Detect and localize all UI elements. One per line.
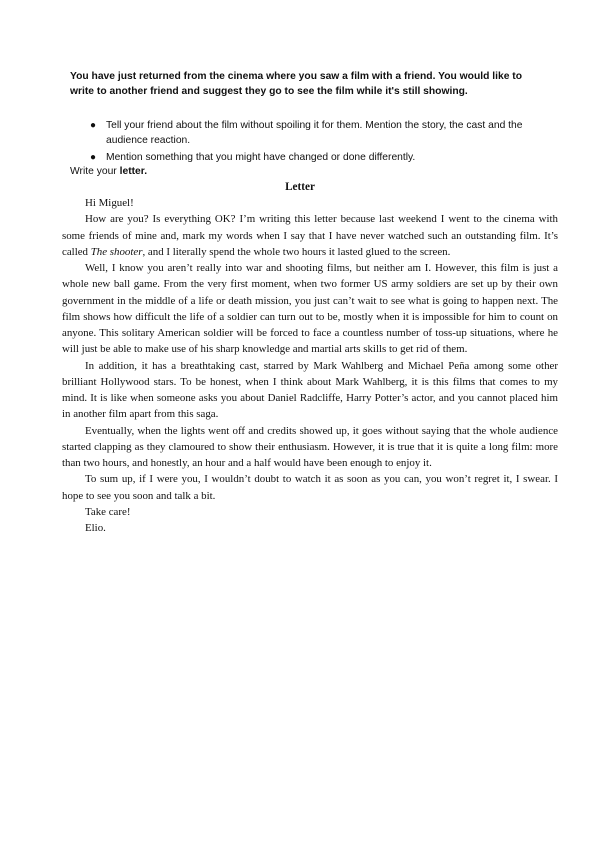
paragraph-text: , and I literally spend the whole two hours it lasted glued to the screen. [142, 245, 451, 258]
task-instruction-prefix: Write your [70, 166, 117, 177]
task-bullet-list [90, 118, 540, 167]
bullet-icon: ● [90, 152, 97, 163]
task-bullet-text: Tell your friend about the film without spoiling it for them. Mention the story, the cast and the audience reaction. [106, 120, 523, 146]
letter-body [62, 195, 558, 536]
task-instruction [70, 164, 147, 179]
task-bullet-text: Mention something that you might have changed or done differently. [106, 152, 416, 163]
letter-paragraph: In addition, it has a breathtaking cast, starred by Mark Wahlberg and Michael Peña among some other brilliant Hollywood stars. To be honest, when I think about Mark Wahlberg, it is this films that comes to my mind. It is like when someone asks you about Daniel Radcliffe, Harry Potter’s actor, and you cannot placed him in another film apart from this saga. [62, 359, 558, 421]
letter-salutation: Hi Miguel! [85, 197, 134, 209]
letter-paragraph: To sum up, if I were you, I wouldn’t doubt to watch it as soon as you can, you won’t regret it, I swear. I hope to see you soon and talk a bit. [62, 473, 558, 502]
letter-signature: Elio. [85, 522, 106, 534]
letter-paragraph: Well, I know you aren’t really into war and shooting films, but neither am I. However, this film is just a whole new ball game. From the very first moment, when two former US army soldiers are set up by their own government in the middle of a life or death mission, you just can’t wait to see what is going to happen next. The film shows how difficult the life of a soldier can turn out to be, mostly when it is impossible for him to count on anyone. This solitary American soldier will be forced to face a countless number of toss-up situations, where he will just be able to make use of his sharp knowledge and martial arts skills to get rid of them. [62, 262, 558, 356]
task-bullet [90, 150, 540, 165]
film-title: The shooter [90, 245, 143, 258]
paragraph-text: How are you? Is everything OK? I’m writing this letter because last weekend I went to the cinema with some friends of mine and, mark my words when I say that I have never watched such an outstanding film. It’s called [62, 213, 558, 258]
task-prompt: You have just returned from the cinema where you saw a film with a friend. You would like to write to another friend and suggest they go to see the film while it's still showing. [70, 71, 523, 97]
letter-paragraph [62, 211, 558, 260]
task-bullet [90, 118, 540, 148]
task-instruction-bold: letter. [119, 166, 148, 177]
bullet-icon: ● [90, 120, 97, 131]
letter-closing: Take care! [85, 505, 131, 518]
letter-paragraph: Eventually, when the lights went off and credits showed up, it goes without saying that the whole audience started clapping as they clamoured to show their enthusiasm. However, it is true that it is quite a long film: more than two hours, and honestly, an hour and a half would have been enough to enjoy it. [62, 424, 558, 469]
letter-title: Letter [285, 181, 315, 193]
